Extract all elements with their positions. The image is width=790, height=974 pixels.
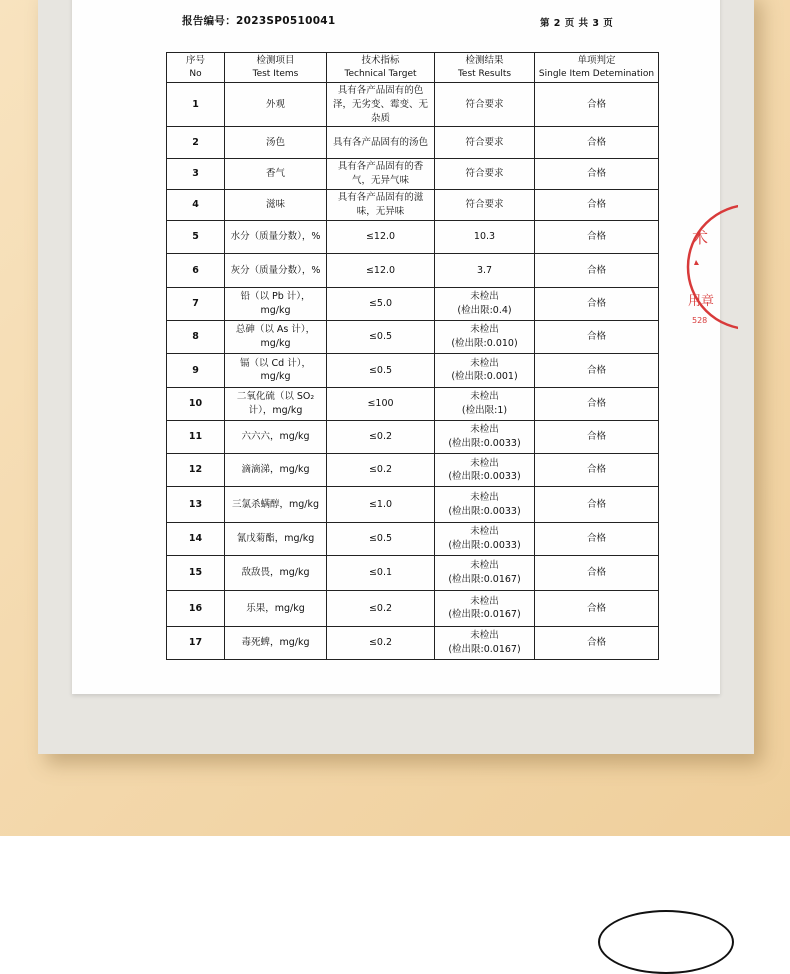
cell-test-item: 总砷（以 As 计），mg/kg [225, 321, 327, 354]
table-row [167, 556, 659, 591]
cell-technical-target: 具有各产品固有的汤色 [327, 127, 435, 158]
table-row [167, 487, 659, 522]
header-test-items: 检测项目 Test Items [225, 53, 327, 83]
cell-test-result: 未检出 (检出限:0.0167) [435, 556, 535, 591]
cell-technical-target: ≤0.2 [327, 591, 435, 626]
cell-test-result: 未检出 (检出限:0.0033) [435, 420, 535, 453]
svg-text:用章: 用章 [688, 294, 715, 309]
cell-technical-target: ≤0.5 [327, 321, 435, 354]
table-row [167, 127, 659, 158]
cell-test-result: 符合要求 [435, 83, 535, 127]
cell-technical-target: ≤0.1 [327, 556, 435, 591]
cell-verdict: 合格 [535, 221, 659, 254]
cell-no: 6 [167, 254, 225, 287]
table-row [167, 158, 659, 189]
cell-no: 3 [167, 158, 225, 189]
cell-test-item: 汤色 [225, 127, 327, 158]
cell-test-result: 未检出 (检出限:0.0033) [435, 522, 535, 555]
cell-no: 4 [167, 189, 225, 220]
table-body [167, 83, 659, 660]
cell-no: 11 [167, 420, 225, 453]
cell-no: 8 [167, 321, 225, 354]
cell-test-item: 香气 [225, 158, 327, 189]
report-number-label: 报告编号： [182, 15, 236, 27]
cell-no: 7 [167, 287, 225, 320]
cell-technical-target: 具有各产品固有的色泽，无劣变、霉变、无杂质 [327, 83, 435, 127]
cell-test-item: 外观 [225, 83, 327, 127]
report-number [182, 13, 336, 28]
table-row [167, 354, 659, 387]
cell-no: 2 [167, 127, 225, 158]
cell-technical-target: ≤0.5 [327, 354, 435, 387]
cell-technical-target: ≤0.2 [327, 626, 435, 659]
header-test-results: 检测结果 Test Results [435, 53, 535, 83]
cell-test-item: 六六六，mg/kg [225, 420, 327, 453]
cell-verdict: 合格 [535, 127, 659, 158]
cell-no: 13 [167, 487, 225, 522]
cell-no: 14 [167, 522, 225, 555]
cell-verdict: 合格 [535, 158, 659, 189]
cell-verdict: 合格 [535, 420, 659, 453]
svg-text:术: 术 [692, 228, 709, 247]
cell-no: 1 [167, 83, 225, 127]
cell-verdict: 合格 [535, 189, 659, 220]
cell-test-item: 毒死蜱，mg/kg [225, 626, 327, 659]
cell-test-item: 滋味 [225, 189, 327, 220]
cell-technical-target: ≤0.2 [327, 454, 435, 487]
cell-technical-target: ≤0.2 [327, 420, 435, 453]
test-results-table [166, 52, 659, 660]
table-row [167, 287, 659, 320]
cell-verdict: 合格 [535, 354, 659, 387]
cell-verdict: 合格 [535, 522, 659, 555]
table-row [167, 254, 659, 287]
table-row [167, 221, 659, 254]
cell-test-result: 符合要求 [435, 127, 535, 158]
cell-verdict: 合格 [535, 626, 659, 659]
cell-test-item: 敌敌畏，mg/kg [225, 556, 327, 591]
cell-test-result: 未检出 (检出限:0.0033) [435, 487, 535, 522]
page-indicator: 第 2 页 共 3 页 [540, 18, 614, 29]
cell-no: 10 [167, 387, 225, 420]
table-header-row [167, 53, 659, 83]
cell-technical-target: 具有各产品固有的滋味，无异味 [327, 189, 435, 220]
cell-verdict: 合格 [535, 321, 659, 354]
svg-text:528: 528 [692, 316, 708, 325]
cell-test-result: 3.7 [435, 254, 535, 287]
cell-no: 9 [167, 354, 225, 387]
cell-test-item: 氰戊菊酯，mg/kg [225, 522, 327, 555]
table-row [167, 522, 659, 555]
cell-no: 17 [167, 626, 225, 659]
cell-test-result: 未检出 (检出限:0.0167) [435, 591, 535, 626]
table-row [167, 591, 659, 626]
header-technical-target: 技术指标 Technical Target [327, 53, 435, 83]
test-report-page [72, 0, 720, 694]
cell-test-item: 水分（质量分数），% [225, 221, 327, 254]
cell-test-result: 未检出 (检出限:0.0033) [435, 454, 535, 487]
cell-technical-target: 具有各产品固有的香气，无异气味 [327, 158, 435, 189]
cell-no: 15 [167, 556, 225, 591]
cell-test-result: 未检出 (检出限:1) [435, 387, 535, 420]
header-determination: 单项判定 Single Item Detemination [535, 53, 659, 83]
table-row [167, 83, 659, 127]
header-no: 序号 No [167, 53, 225, 83]
cell-verdict: 合格 [535, 287, 659, 320]
cell-test-item: 灰分（质量分数），% [225, 254, 327, 287]
report-number-value: 2023SP0510041 [236, 15, 336, 27]
cell-verdict: 合格 [535, 254, 659, 287]
cell-verdict: 合格 [535, 487, 659, 522]
cell-test-item: 三氯杀螨醇，mg/kg [225, 487, 327, 522]
cell-no: 16 [167, 591, 225, 626]
cell-verdict: 合格 [535, 556, 659, 591]
cell-technical-target: ≤100 [327, 387, 435, 420]
cell-verdict: 合格 [535, 83, 659, 127]
cell-verdict: 合格 [535, 591, 659, 626]
cell-verdict: 合格 [535, 387, 659, 420]
cell-test-item: 铅（以 Pb 计），mg/kg [225, 287, 327, 320]
cell-test-item: 二氧化硫（以 SO₂ 计），mg/kg [225, 387, 327, 420]
table-row [167, 626, 659, 659]
red-seal-stamp [678, 205, 738, 335]
cell-no: 12 [167, 454, 225, 487]
cell-technical-target: ≤1.0 [327, 487, 435, 522]
cell-test-result: 10.3 [435, 221, 535, 254]
table-row [167, 420, 659, 453]
cell-test-item: 滴滴涕，mg/kg [225, 454, 327, 487]
cell-technical-target: ≤0.5 [327, 522, 435, 555]
table-row [167, 189, 659, 220]
cell-technical-target: ≤5.0 [327, 287, 435, 320]
cell-test-result: 未检出 (检出限:0.010) [435, 321, 535, 354]
cell-verdict: 合格 [535, 454, 659, 487]
table-row [167, 454, 659, 487]
cell-test-result: 未检出 (检出限:0.4) [435, 287, 535, 320]
cell-test-result: 符合要求 [435, 158, 535, 189]
cell-test-result: 符合要求 [435, 189, 535, 220]
cell-technical-target: ≤12.0 [327, 254, 435, 287]
table-row [167, 321, 659, 354]
cell-test-item: 镉（以 Cd 计），mg/kg [225, 354, 327, 387]
cell-test-result: 未检出 (检出限:0.0167) [435, 626, 535, 659]
cell-test-result: 未检出 (检出限:0.001) [435, 354, 535, 387]
table-row [167, 387, 659, 420]
cell-test-item: 乐果，mg/kg [225, 591, 327, 626]
cell-technical-target: ≤12.0 [327, 221, 435, 254]
cell-no: 5 [167, 221, 225, 254]
decorative-oval-outline [598, 910, 734, 974]
